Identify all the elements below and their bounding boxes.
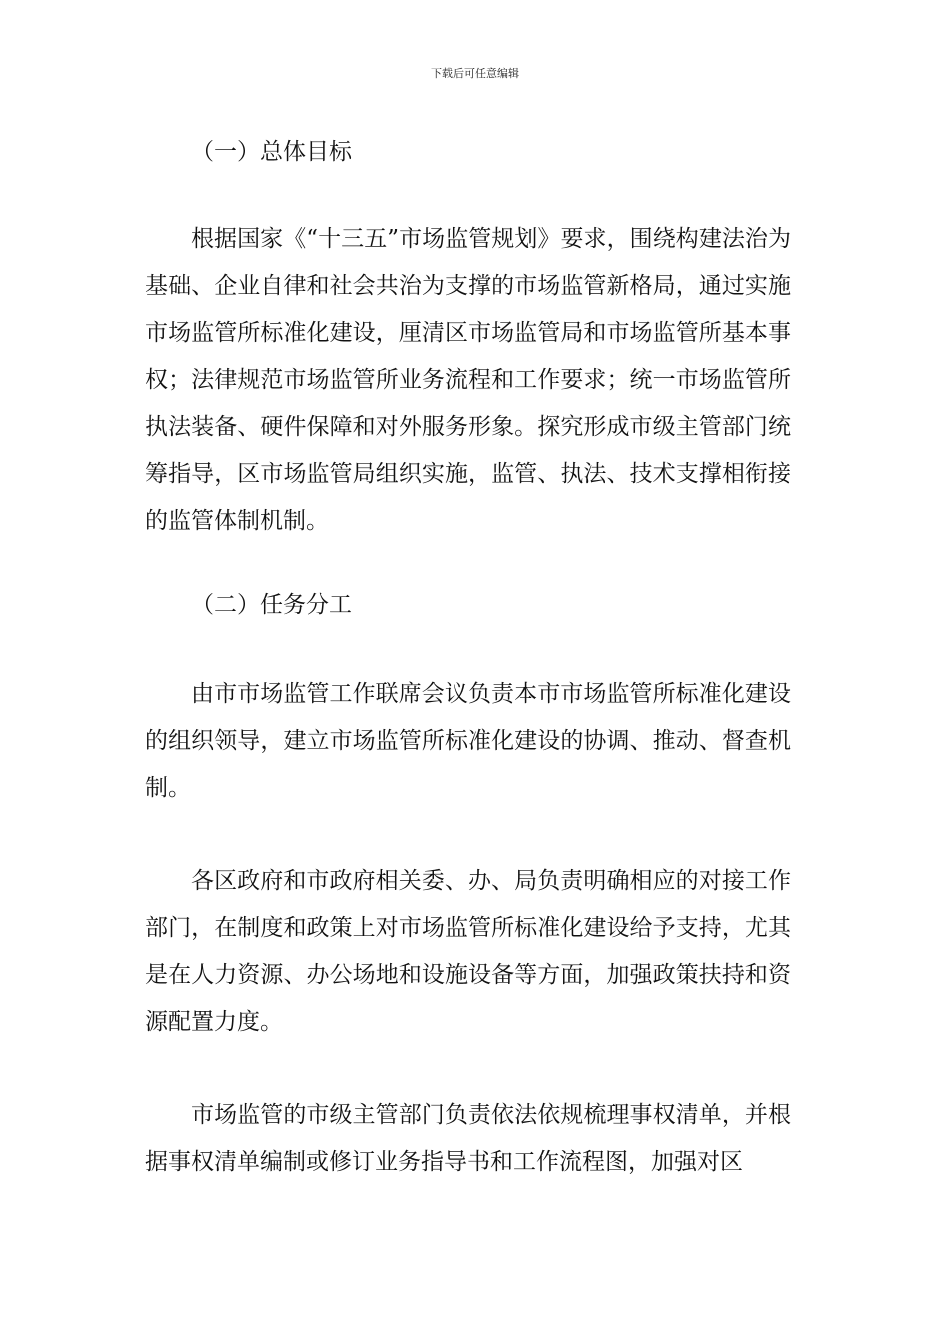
paragraph-joint-meeting: 由市市场监管工作联席会议负责本市市场监管所标准化建设的组织领导，建立市场监管所标准化建设的协调、推动、督查机制。 [145,681,791,801]
paragraph-overall-goal: 根据国家《“十三五”市场监管规划》要求，围绕构建法治为基础、企业自律和社会共治为支撑的市场监管新格局，通过实施市场监管所标准化建设，厘清区市场监管局和市场监管所基本事权；法律规范市场监管所业务流程和工作要求；统一市场监管所执法装备、硬件保障和对外服务形象。探究形成市级主管部门统筹指导，区市场监管局组织实施，监管、执法、技术支撑相衔接的监管体制机制。 [145,226,791,534]
paragraph-district-governments: 各区政府和市政府相关委、办、局负责明确相应的对接工作部门，在制度和政策上对市场监管所标准化建设给予支持，尤其是在人力资源、办公场地和设施设备等方面，加强政策扶持和资源配置力度。 [145,868,791,1035]
section-heading-task-division: （二）任务分工 [191,592,352,618]
document-body [145,132,791,1186]
paragraph-municipal-authority: 市场监管的市级主管部门负责依法依规梳理事权清单，并根据事权清单编制或修订业务指导书和工作流程图，加强对区 [145,1102,791,1175]
section-heading-overall-goal: （一）总体目标 [191,139,352,165]
page-header-note: 下载后可任意编辑 [431,67,519,80]
